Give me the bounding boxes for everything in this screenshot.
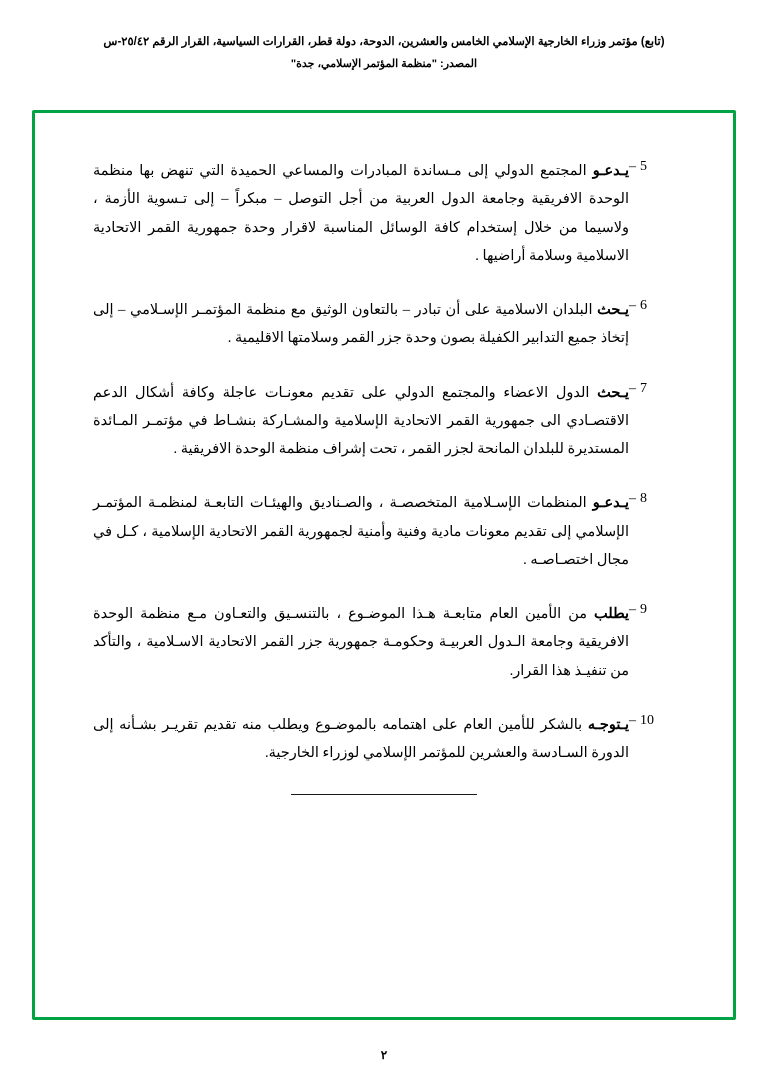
clause-item	[93, 296, 675, 353]
clause-body-text: من الأمين العام متابعـة هـذا الموضـوع ، بالتنسـيق والتعـاون مـع منظمة الوحدة الافريقية وجامعة الـدول العربيـة وحكومـة جمهورية جزر القمر الاتحادية الاسـلامية ، والتأكد من تنفيـذ هذا القرار.	[93, 606, 629, 679]
clause-body-text: المجتمع الدولي إلى مـساندة المبادرات والمساعي الحميدة التي تنهض بها منظمة الوحدة الافريقية وجامعة الدول العربية من أجل التوصل – مبكراً – إلى تـسوية الأزمة ، ولاسيما من خلال إستخدام كافة الوسائل المناسبة لاقرار وحدة جمهورية القمر الاتحادية الاسلامية وسلامة أراضيها .	[93, 163, 629, 264]
clause-lead-verb: يـتوجـه	[587, 716, 629, 733]
clause-lead-verb: يـحث	[597, 384, 629, 401]
clause-item	[93, 489, 675, 574]
clause-number-dash: –	[629, 602, 636, 618]
clause-text	[93, 711, 629, 768]
clause-lead-verb: يـدعـو	[592, 163, 629, 179]
clause-list	[35, 113, 733, 795]
clause-text	[93, 489, 629, 574]
clause-body-text: المنظمات الإسـلامية المتخصصـة ، والصـناديق والهيئـات التابعـة لمنظمـة المؤتمـر الإسلامي إلى تقديم معونات مادية وفنية وأمنية لجمهورية القمر الاتحادية الإسلامية ، كـل في مجال اختصـاصـه .	[93, 495, 629, 568]
clause-number	[629, 711, 675, 729]
clause-number	[629, 379, 675, 397]
clause-text	[93, 296, 629, 353]
clause-body-text: بالشكر للأمين العام على اهتمامه بالموضـوع ويطلب منه تقديم تقريـر بشـأنه إلى الدورة السـادسة والعشرين للمؤتمر الإسلامي لوزراء الخارجية.	[93, 716, 629, 762]
clause-item	[93, 600, 675, 685]
header-title-line: (تابع) مؤتمر وزراء الخارجية الإسلامي الخامس والعشرين، الدوحة، دولة قطر، القرارات السياسية، القرار الرقم ٢٥/٤٢-س	[103, 36, 665, 48]
green-border-frame	[32, 110, 736, 1020]
clause-text	[93, 157, 629, 270]
page-number: ٢	[380, 1048, 388, 1062]
header-source-line: المصدر: "منظمة المؤتمر الإسلامي، جدة"	[290, 58, 478, 71]
clause-number-value: 8	[640, 491, 647, 507]
clause-body-text: الدول الاعضاء والمجتمع الدولي على تقديم معونـات عاجلة وكافة أشكال الدعم الاقتصـادي الى جمهورية القمر الاتحادية الإسلامية والمشـاركة بنشـاط في مؤتمـر المـائدة المستديرة للبلدان المانحة لجزر القمر ، تحت إشراف منظمة الوحدة الافريقية .	[93, 384, 629, 458]
clause-lead-verb: يـحث	[597, 302, 629, 319]
clause-body-text: البلدان الاسلامية على أن تبادر – بالتعاون الوثيق مع منظمة المؤتمـر الإسـلامي – إلى إتخاذ جميع التدابير الكفيلة بصون وحدة جزر القمر وسلامتها الاقليمية .	[93, 302, 629, 347]
clause-number-dash: –	[629, 491, 636, 507]
clause-number-value: 10	[640, 712, 654, 728]
clause-number-dash: –	[629, 380, 636, 396]
clause-lead-verb: يطلب	[594, 606, 629, 623]
clause-text	[93, 379, 629, 464]
clause-number	[629, 489, 675, 507]
clause-item	[93, 379, 675, 464]
clause-item	[93, 711, 675, 768]
clause-item	[93, 157, 675, 270]
clause-text	[93, 600, 629, 685]
document-header	[0, 0, 768, 73]
clause-number-value: 6	[640, 298, 647, 314]
clause-number-dash: –	[629, 159, 636, 174]
clause-number	[629, 600, 675, 618]
end-of-text-rule	[291, 794, 477, 795]
clause-lead-verb: يـدعـو	[592, 495, 629, 512]
clause-number-value: 9	[640, 602, 647, 618]
clause-number	[629, 296, 675, 314]
clause-number	[629, 157, 675, 175]
clause-number-value: 5	[640, 159, 647, 174]
clause-number-dash: –	[629, 298, 636, 314]
clause-number-dash: –	[629, 712, 636, 728]
clause-number-value: 7	[640, 380, 647, 396]
